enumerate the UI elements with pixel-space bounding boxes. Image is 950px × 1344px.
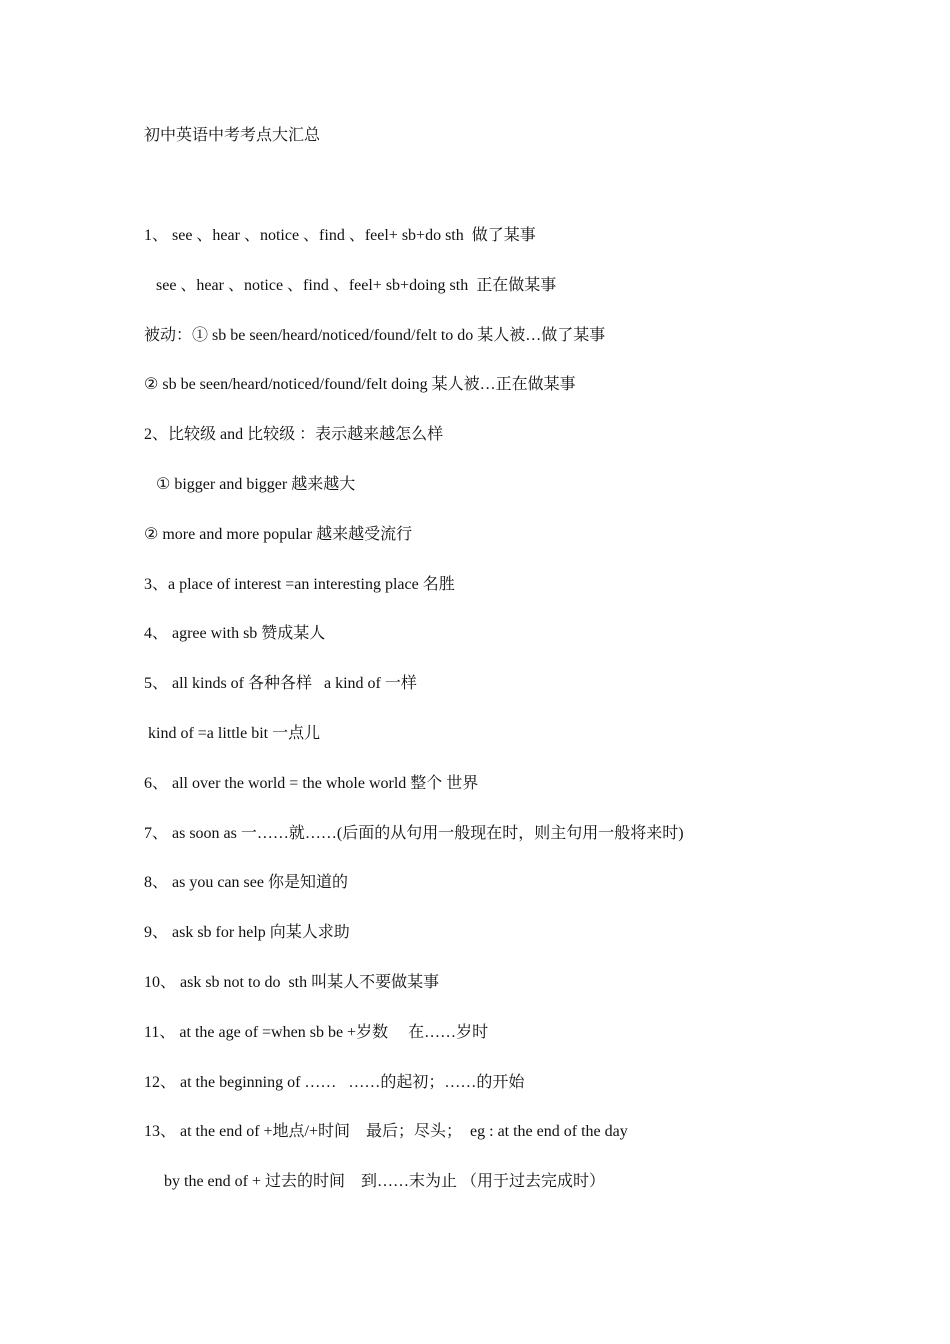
document-title: 初中英语中考考点大汇总 xyxy=(144,127,321,144)
text-line-16: 10、 ask sb not to do sth 叫某人不要做某事 xyxy=(144,973,440,991)
text-line-1: 1、 see 、hear 、notice 、find 、feel+ sb+do sth 做了某事 xyxy=(144,227,536,244)
text-line-5: 2、比较级 and 比较级 ：表示越来越怎么样 xyxy=(144,426,444,444)
text-line-12: 6、 all over the world = the whole world 整个 世界 xyxy=(144,774,479,792)
text-line-14: 8、 as you can see 你是知道的 xyxy=(144,874,348,892)
text-line-11: kind of =a little bit 一点儿 xyxy=(144,724,321,742)
text-line-17: 11、 at the age of =when sb be +岁数 在……岁时 xyxy=(144,1023,489,1041)
text-line-8: 3、a place of interest =an interesting place 名胜 xyxy=(144,575,455,593)
text-line-3: 被动：① sb be seen/heard/noticed/found/felt to do 某人被…做了某事 xyxy=(144,326,606,344)
text-line-20: by the end of + 过去的时间 到……末为止 （用于过去完成时） xyxy=(144,1173,606,1191)
document-body xyxy=(144,226,904,1222)
text-line-7: ② more and more popular 越来越受流行 xyxy=(144,525,413,543)
text-line-18: 12、 at the beginning of …… ……的起初；……的开始 xyxy=(144,1073,525,1091)
text-line-10: 5、 all kinds of 各种各样 a kind of 一样 xyxy=(144,675,417,693)
text-line-6: ① bigger and bigger 越来越大 xyxy=(144,475,356,493)
text-line-15: 9、 ask sb for help 向某人求助 xyxy=(144,924,350,942)
text-line-2: see 、hear 、notice 、find 、feel+ sb+doing sth 正在做某事 xyxy=(144,276,557,294)
text-line-9: 4、 agree with sb 赞成某人 xyxy=(144,625,326,643)
text-line-4: ② sb be seen/heard/noticed/found/felt doing 某人被…正在做某事 xyxy=(144,376,576,394)
text-line-13: 7、 as soon as 一……就……(后面的从句用一般现在时，则主句用一般将来时) xyxy=(144,824,684,842)
text-line-19: 13、 at the end of +地点/+时间 最后；尽头； eg : at the end of the day xyxy=(144,1123,628,1141)
